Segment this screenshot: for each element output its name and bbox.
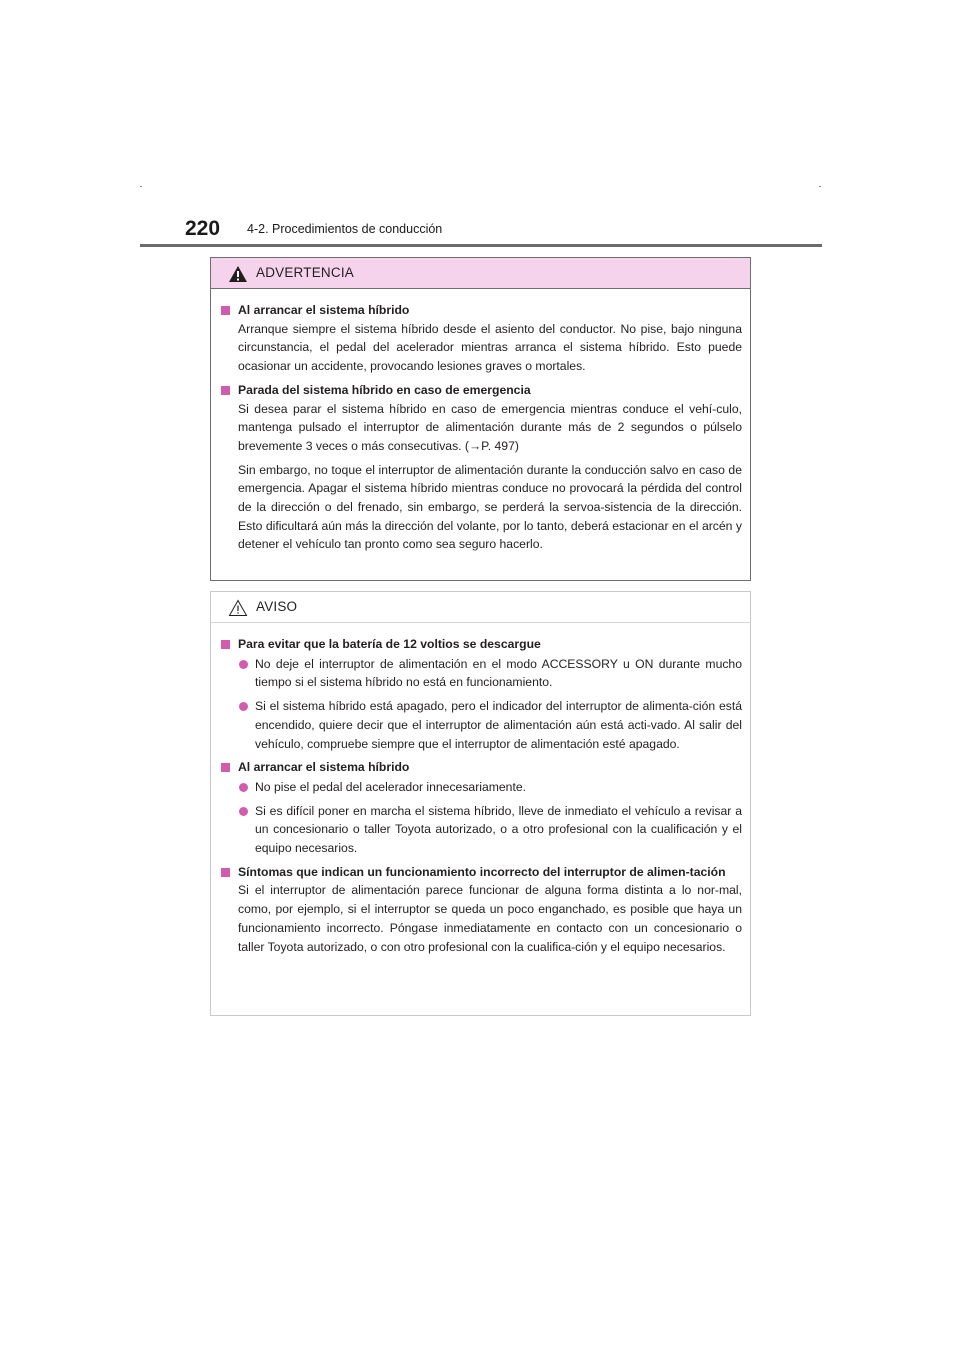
circle-bullet-icon [239,807,248,816]
list-item: Si el sistema híbrido está apagado, pero el indicador del interruptor de alimenta-ción está encendido, quiere decir que el interruptor de alimentación aún está acti-vado. Al salir del vehículo, compruebe siempre que el interruptor de alimentación esté apagado. [221,697,742,753]
paragraph: Arranque siempre el sistema híbrido desde el asiento del conductor. No pise, bajo ninguna circunstancia, el pedal del acelerador mientras arranca el sistema híbrido. Esto puede ocasionar un accidente, provocando lesiones graves o mortales. [238,321,742,374]
crop-mark-left [140,186,142,187]
paragraph: Sin embargo, no toque el interruptor de alimentación durante la conducción salvo en caso de emergencia. Apagar el sistema híbrido mientras conduce no provocará la pérdida del control de la dirección o del frenado, sin embargo, se perderá la servoa-sistencia de la dirección. Esto dificultará aún más la dirección del volante, por lo tanto, deberá estacionar en el arcén y detener el vehículo tan pronto como sea seguro hacerlo. [238,462,742,552]
warning-box-title: ADVERTENCIA [256,265,354,280]
warning-triangle-icon [228,265,248,283]
square-bullet-icon [221,868,230,877]
square-bullet-icon [221,640,230,649]
section-heading: Al arrancar el sistema híbrido [221,758,742,777]
paragraph: Si desea parar el sistema híbrido en caso de emergencia mientras conduce el vehí-culo, mantenga pulsado el interruptor de alimentación durante más de 2 segundos o púlselo brevemente 3 veces o más consecutivas. (→P. 497) [238,401,742,453]
square-bullet-icon [221,763,230,772]
list-item: No pise el pedal del acelerador innecesariamente. [221,778,742,797]
circle-bullet-icon [239,702,248,711]
list-item: Si es difícil poner en marcha el sistema híbrido, lleve de inmediato el vehículo a revisar a un concesionario o taller Toyota autorizado, o a otro profesional con la cualificación y el equipo necesarios. [221,802,742,858]
section-title: 4-2. Procedimientos de conducción [247,222,443,236]
caution-triangle-outline-icon [228,599,248,617]
circle-bullet-icon [239,783,248,792]
notice-box-header [211,592,750,623]
notice-box-title: AVISO [256,599,298,614]
section-heading: Síntomas que indican un funcionamiento incorrecto del interruptor de alimen-tación [221,863,742,882]
warning-box [210,257,751,581]
square-bullet-icon [221,386,230,395]
circle-bullet-icon [239,660,248,669]
notice-box-body [211,623,750,956]
warning-box-body [211,289,750,554]
warning-box-header [211,258,750,289]
section-heading: Al arrancar el sistema híbrido [221,301,742,320]
crop-mark-right [819,186,821,187]
section-heading: Para evitar que la batería de 12 voltios se descargue [221,635,742,654]
list-item: No deje el interruptor de alimentación en el modo ACCESSORY u ON durante mucho tiempo si el sistema híbrido no está en funcionamiento. [221,655,742,692]
header-rule [140,244,822,247]
page-header [185,217,825,247]
square-bullet-icon [221,306,230,315]
section-heading: Parada del sistema híbrido en caso de emergencia [221,381,742,400]
paragraph: Si el interruptor de alimentación parece funcionar de alguna forma distinta a lo nor-mal, como, por ejemplo, si el interruptor se queda un poco enganchado, es posible que haya un funcionamiento incorrecto. Póngase inmediatamente en contacto con un concesionario o taller Toyota autorizado, o con otro profesional con la cualifica-ción y el equipo necesarios. [238,883,742,954]
page-number: 220 [185,217,221,240]
notice-box [210,591,751,1016]
